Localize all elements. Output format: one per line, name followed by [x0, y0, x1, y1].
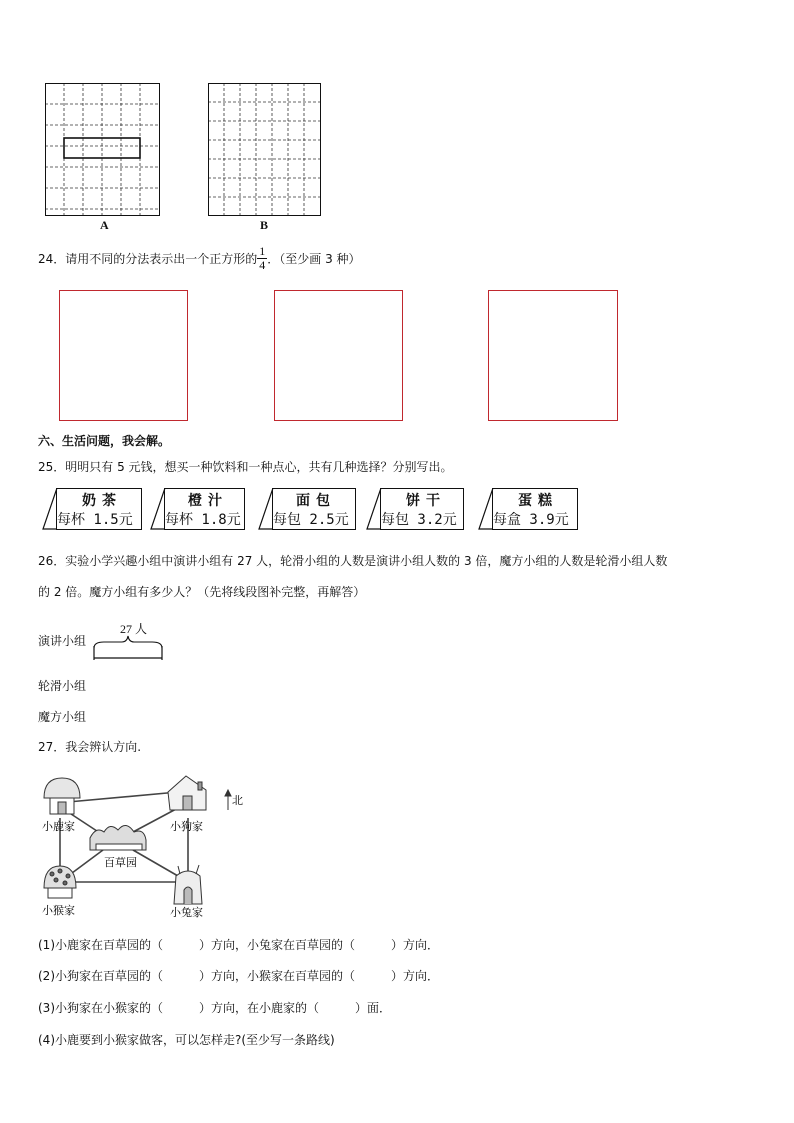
question-26-line2: 的 2 倍。魔方小组有多少人？（先将线段图补完整，再解答）: [38, 585, 366, 599]
question-25: 25．明明只有 5 元钱，想买一种饮料和一种点心，共有几种选择？分别写出。: [38, 460, 453, 474]
dog-house-icon: [168, 776, 206, 810]
map-label-dog: 小狗家: [170, 820, 203, 833]
drawing-square-2[interactable]: [274, 290, 403, 421]
map-label-garden: 百草园: [104, 856, 137, 869]
fraction-denominator: 4: [259, 258, 266, 272]
fraction-numerator: 1: [259, 244, 266, 258]
item-price: 每盒 3.9元: [493, 512, 569, 528]
question-27-sub4: (4)小鹿要到小猴家做客，可以怎样走?(至少写一条路线): [38, 1033, 335, 1047]
direction-map: [38, 770, 248, 920]
fraction-one-quarter: [257, 245, 267, 272]
grid-a-label: A: [100, 218, 109, 232]
price-tag-milk-tea: [42, 488, 142, 530]
price-tag-biscuit: [366, 488, 464, 530]
item-price: 每包 2.5元: [273, 512, 349, 528]
question-27-sub1: (1)小鹿家在百草园的（ ）方向，小兔家在百草园的（ ）方向．: [38, 938, 440, 952]
q24-suffix: ．（至少画 3 种）: [267, 252, 361, 266]
item-name: 饼干: [406, 493, 446, 509]
item-price: 每杯 1.5元: [57, 512, 133, 528]
rabbit-house-icon: [174, 865, 202, 904]
grid-a: [45, 83, 161, 217]
map-label-monkey: 小猴家: [42, 904, 75, 917]
label-speech-group: 演讲小组: [38, 634, 87, 648]
line-segment-brace: [90, 634, 168, 664]
item-price: 每杯 1.8元: [165, 512, 241, 528]
drawing-square-1[interactable]: [59, 290, 188, 421]
label-skate-group: 轮滑小组: [38, 679, 87, 693]
map-label-rabbit: 小兔家: [170, 906, 203, 919]
question-24: [38, 245, 361, 272]
item-name: 面包: [296, 493, 336, 509]
grid-b-label: B: [260, 218, 269, 232]
item-price: 每包 3.2元: [381, 512, 457, 528]
label-cube-group: 魔方小组: [38, 710, 87, 724]
north-label: 北: [232, 794, 243, 807]
item-name: 蛋糕: [518, 493, 558, 509]
q24-prefix: 24．请用不同的分法表示出一个正方形的: [38, 252, 258, 266]
price-tag-cake: [478, 488, 578, 530]
deer-house-icon: [44, 778, 80, 814]
monkey-house-icon: [44, 866, 76, 898]
question-26-line1: 26．实验小学兴趣小组中演讲小组有 27 人，轮滑小组的人数是演讲小组人数的 3 倍，魔方小组的人数是轮滑小组人数: [38, 554, 668, 568]
price-tag-bread: [258, 488, 356, 530]
question-27-title: 27．我会辨认方向.: [38, 740, 142, 754]
grid-b: [208, 83, 322, 217]
north-arrow-icon: [225, 790, 231, 810]
item-name: 橙汁: [188, 493, 228, 509]
question-27-sub2: (2)小狗家在百草园的（ ）方向，小猴家在百草园的（ ）方向．: [38, 969, 440, 983]
price-tag-orange-juice: [150, 488, 245, 530]
question-27-sub3: (3)小狗家在小猴家的（ ）方向，在小鹿家的（ ）面．: [38, 1001, 392, 1015]
drawing-square-3[interactable]: [488, 290, 618, 421]
item-name: 奶茶: [82, 493, 122, 509]
map-label-deer: 小鹿家: [42, 820, 75, 833]
section-6-title: 六、生活问题，我会解。: [38, 434, 171, 448]
brace-label: 27 人: [120, 622, 148, 636]
